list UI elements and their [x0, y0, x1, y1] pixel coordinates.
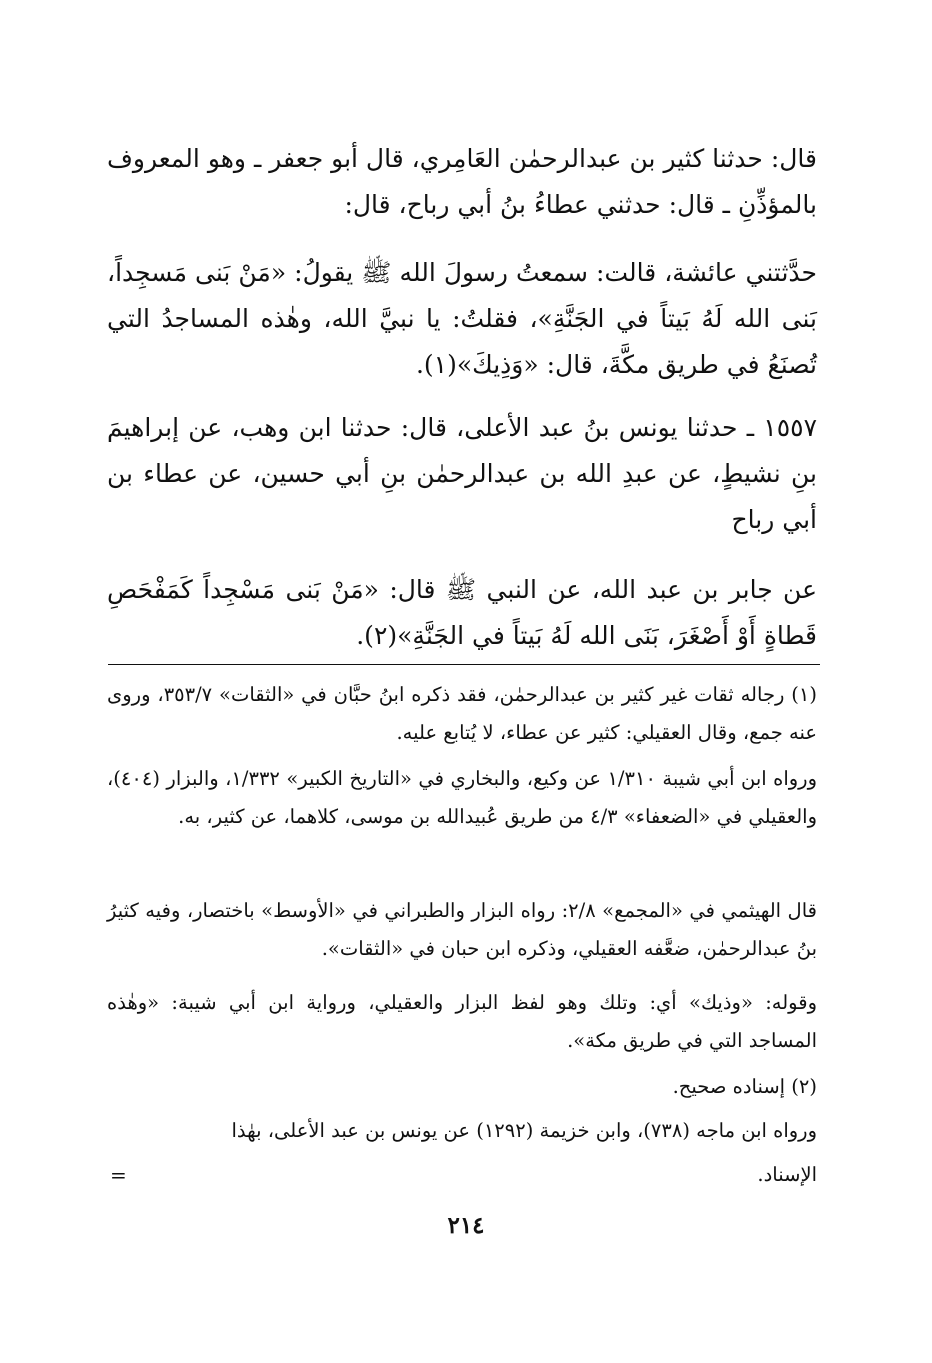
hadith-text-paragraph: حدَّثتني عائشة، قالت: سمعتُ رسولَ الله ﷺ يقولُ: «مَنْ بَنى مَسجِداً، بَنى الله لَهُ بَيتاً في الجَنَّةِ»، فقلتُ: يا نبيَّ الله، وهٰذه المساجدُ التي تُصنَعُ في طريق مكَّةَ، قال: «وَذِيكَ»(١).	[107, 258, 817, 379]
hadith-chain-paragraph: قال: حدثنا كثير بن عبدالرحمٰن العَامِري، قال أبو جعفر ـ وهو المعروف بالمؤذِّنِ ـ قال: حدثني عطاءُ بنُ أبي رباح، قال:	[107, 144, 817, 219]
page-number: ٢١٤	[447, 1212, 485, 1239]
hadith-1557-text-paragraph: عن جابر بن عبد الله، عن النبي ﷺ قال: «مَنْ بَنى مَسْجِداً كَمَفْحَصِ قَطاةٍ أَوْ أَصْغَرَ، بَنَى الله لَهُ بَيتاً في الجَنَّةِ»(٢).	[107, 575, 817, 650]
footnote-1-haythami: قال الهيثمي في «المجمع» ٢/٨: رواه البزار والطبراني في «الأوسط» باختصار، وفيه كثيرُ بنُ عبدالرحمٰن، ضعَّفه العقيلي، وذكره ابن حبان في «الثقات».	[107, 899, 817, 960]
footnote-separator	[108, 664, 820, 665]
hadith-1557-chain-paragraph: ١٥٥٧ ـ حدثنا يونس بنُ عبد الأعلى، قال: حدثنا ابن وهب، عن إبراهيمَ بنِ نشيطٍ، عن عبدِ الله بن عبدالرحمٰن بنِ أبي حسين، عن عطاء بن أبي رباح	[107, 413, 817, 534]
footnote-1-explanation: وقوله: «وذيك» أي: وتلك وهو لفظ البزار والعقيلي، ورواية ابن أبي شيبة: «وهٰذه المساجد التي في طريق مكة».	[107, 991, 817, 1052]
footnote-1: (١) رجاله ثقات غير كثير بن عبدالرحمٰن، فقد ذكره ابنُ حبَّان في «الثقات» ٣٥٣/٧، وروى عنه جمع، وقال العقيلي: كثير عن عطاء، لا يُتابع عليه.	[107, 683, 817, 744]
footnote-2-sources-end: الإسناد.	[757, 1163, 817, 1186]
footnote-1-sources: ورواه ابن أبي شيبة ١/٣١٠ عن وكيع، والبخاري في «التاريخ الكبير» ١/٣٣٢، والبزار (٤٠٤)، والعقيلي في «الضعفاء» ٤/٣ من طريق عُبيدالله بن موسى، كلاهما، عن كثير، به.	[107, 767, 818, 828]
continuation-mark: =	[110, 1163, 127, 1187]
footnote-2: (٢) إسناده صحيح.	[672, 1075, 817, 1098]
footnote-2-sources: ورواه ابن ماجه (٧٣٨)، وابن خزيمة (١٢٩٢) عن يونس بن عبد الأعلى، بهٰذا	[231, 1119, 817, 1142]
